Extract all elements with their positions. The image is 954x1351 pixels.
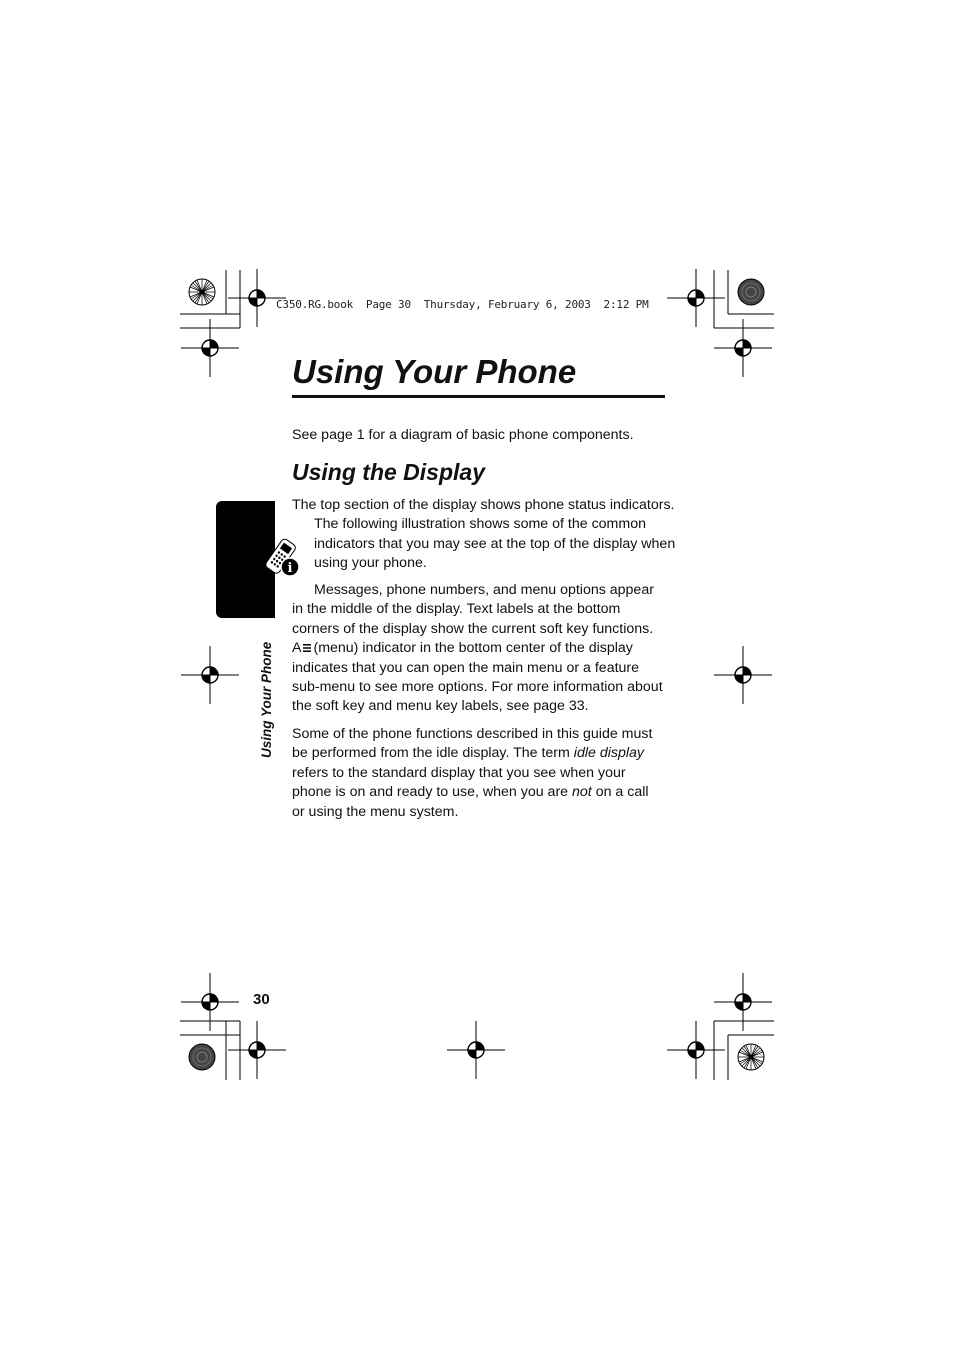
paragraph-idle-display [292,725,664,822]
paragraph-text: refers to the standard display that you see when your phone is on and ready to use, when you are [292,764,626,801]
chapter-title: Using Your Phone [292,353,577,390]
paragraph-text: on a call or using the menu system. [292,784,649,820]
emphasis-idle-display: idle display [573,745,644,762]
paragraph-status-indicators: The top section of the display shows phone status indicators. The following illustration shows some of the common indicators that you may see at the top of the display when using your phone. [292,497,676,572]
paragraph-text: Messages, phone numbers, and menu options appear in the middle of the display. Text labels at the bottom corners of the display show the current soft key functions. A [292,582,654,657]
intro-paragraph: See page 1 for a diagram of basic phone components. [292,427,634,443]
paragraph-text: Some of the phone functions described in this guide must be performed from the idle display. The term [292,726,653,762]
paragraph-text: (menu) indicator in the bottom center of the display indicates that you can open the main menu or a feature sub-menu to see more options. For more information about the soft key and menu key labels, see page 33. [292,640,663,715]
side-tab-label: Using Your Phone [259,641,274,758]
emphasis-not: not [572,784,592,801]
print-header: C350.RG.book Page 30 Thursday, February 6, 2003 2:12 PM [276,298,649,311]
menu-indicator-icon [303,643,311,653]
phone-info-icon [260,537,304,579]
chapter-side-tab [216,501,293,618]
page-number: 30 [253,991,270,1008]
title-rule [292,395,665,398]
svg-text:i: i [287,561,293,576]
section-title: Using the Display [292,459,485,485]
paragraph-display-middle [292,581,664,717]
